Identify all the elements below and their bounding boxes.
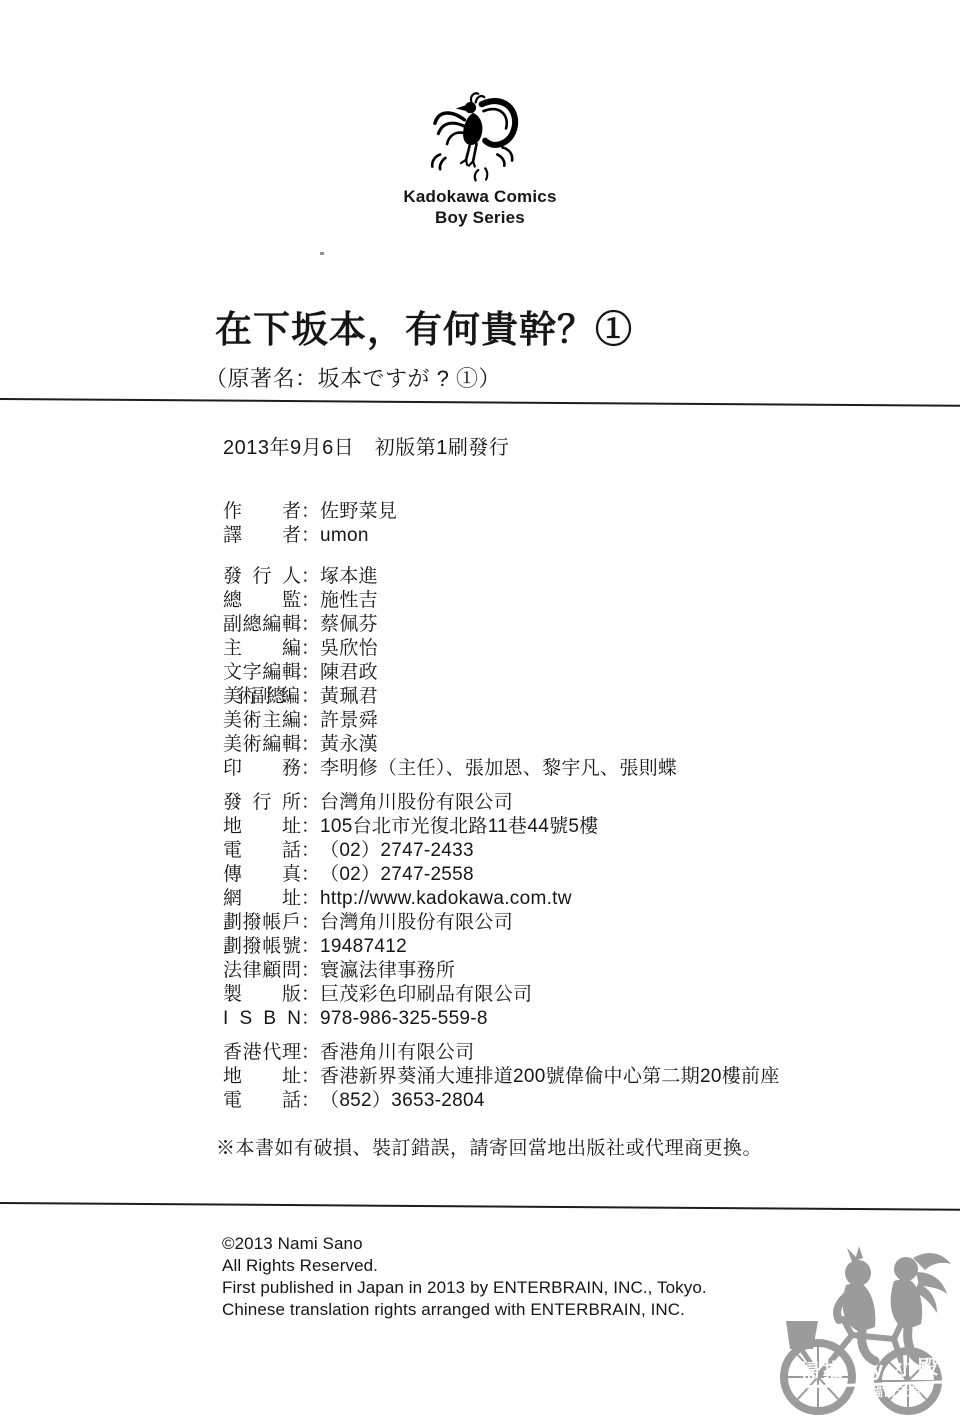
row-value: 台灣角川股份有限公司 <box>320 912 514 933</box>
row-label: 製 版 <box>223 984 301 1005</box>
row-value: 寰瀛法律事務所 <box>320 960 456 981</box>
row-label: 主 編 <box>223 638 301 659</box>
website-url: http://www.kadokawa.com.tw <box>320 888 572 909</box>
row-value: （852）3653-2804 <box>320 1090 485 1111</box>
colophon-row <box>223 589 677 613</box>
row-separator: ： <box>301 1042 321 1063</box>
row-separator: ： <box>301 758 321 779</box>
colophon-row <box>223 500 397 524</box>
original-title: （原著名：坂本ですが ? ①） <box>205 366 501 391</box>
colophon-row <box>223 839 599 863</box>
colophon-row <box>223 935 599 959</box>
row-separator: ： <box>301 888 321 909</box>
publisher-group <box>223 791 599 1031</box>
staff-group <box>223 565 677 781</box>
row-separator: ： <box>301 501 321 522</box>
colophon-row <box>223 565 677 589</box>
row-label: 地 址 <box>223 1066 301 1087</box>
row-label: 副總編輯 <box>223 614 301 635</box>
colophon-row <box>223 1041 780 1065</box>
row-value: 19487412 <box>320 936 407 957</box>
divider-top <box>0 398 960 407</box>
colophon-row <box>223 983 599 1007</box>
row-label: 香港代理 <box>223 1042 301 1063</box>
row-value: 陳君政 <box>320 662 378 683</box>
book-title: 在下坂本，有何貴幹？① <box>215 309 633 350</box>
row-value: 台灣角川股份有限公司 <box>320 792 514 813</box>
row-separator: ： <box>301 710 321 731</box>
series-name: Boy Series <box>435 208 525 227</box>
row-value: 蔡佩芬 <box>320 614 378 635</box>
phoenix-logo-icon <box>428 90 532 186</box>
row-label: 傳 真 <box>223 864 301 885</box>
row-separator: ： <box>301 816 321 837</box>
watermark-text: 掃描 By 小殿 <box>795 1350 945 1388</box>
row-label: 印 務 <box>223 758 301 779</box>
row-label: 地 址 <box>223 816 301 837</box>
colophon-row <box>223 661 677 685</box>
row-label: 美術主編 <box>223 710 301 731</box>
row-value: 105台北市光復北路11巷44號5樓 <box>320 816 599 837</box>
colophon-row <box>223 524 397 548</box>
row-separator: ： <box>301 984 321 1005</box>
colophon-row <box>223 709 677 733</box>
row-label: 電 話 <box>223 1090 301 1111</box>
row-label: 總 監 <box>223 590 301 611</box>
colophon-row <box>223 815 599 839</box>
colophon-row <box>223 685 677 709</box>
row-value: （02）2747-2433 <box>320 840 474 861</box>
row-separator: ： <box>301 686 321 707</box>
row-label: 文字編輯 <box>223 662 301 683</box>
row-value: 李明修（主任）、張加恩、黎宇凡、張則蝶 <box>320 758 678 779</box>
row-value: 香港角川有限公司 <box>320 1042 475 1063</box>
hk-agent-group <box>223 1041 780 1113</box>
colophon-row <box>223 1065 780 1089</box>
scan-speck <box>320 252 324 255</box>
row-separator: ： <box>301 1090 321 1111</box>
colophon-row <box>223 887 599 911</box>
edition-date: 2013年9月6日 初版第1刷發行 <box>223 437 510 459</box>
row-label: 作 者 <box>223 501 301 522</box>
row-value: 香港新界葵涌大連排道200號偉倫中心第二期20樓前座 <box>320 1066 780 1087</box>
row-separator: ： <box>301 638 321 659</box>
row-separator: ： <box>301 662 321 683</box>
row-label: 發行人 <box>223 566 301 587</box>
scanlation-watermark <box>770 1229 960 1419</box>
row-label: 法律顧問 <box>223 960 301 981</box>
copyright-block <box>222 1233 707 1321</box>
row-value: 吳欣怡 <box>320 638 378 659</box>
colophon-row <box>223 637 677 661</box>
divider-bottom <box>0 1202 960 1211</box>
row-label: 網 址 <box>223 888 301 909</box>
watermark-subtext: 明貓的天堂 <box>857 1383 924 1401</box>
colophon-row <box>223 1089 780 1113</box>
publisher-logo <box>0 90 960 228</box>
row-label: 發行所 <box>223 792 301 813</box>
row-separator: ： <box>301 936 321 957</box>
row-value: umon <box>320 525 369 546</box>
colophon-row <box>223 791 599 815</box>
row-value: 許景舜 <box>320 710 378 731</box>
row-separator: ： <box>301 960 321 981</box>
row-separator: ： <box>301 792 321 813</box>
row-label: I S B N <box>223 1008 301 1029</box>
title-block <box>205 299 633 393</box>
row-label: 譯 者 <box>223 525 301 546</box>
creators-group <box>223 500 397 548</box>
row-value: 巨茂彩色印刷品有限公司 <box>320 984 533 1005</box>
row-value: 黃永漢 <box>320 734 378 755</box>
colophon-row <box>223 863 599 887</box>
row-value: 佐野菜見 <box>320 501 398 522</box>
row-separator: ： <box>301 864 321 885</box>
row-label: 美術副總編 <box>223 686 296 707</box>
colophon-row <box>223 959 599 983</box>
return-notice: ※本書如有破損、裝訂錯誤，請寄回當地出版社或代理商更換。 <box>216 1138 763 1159</box>
colophon-row <box>223 613 677 637</box>
row-value: （02）2747-2558 <box>320 864 474 885</box>
row-label: 劃撥帳號 <box>223 936 301 957</box>
colophon-row <box>223 733 677 757</box>
row-separator: ： <box>301 525 321 546</box>
row-separator: ： <box>301 912 321 933</box>
brand-name: Kadokawa Comics <box>403 187 557 206</box>
colophon-row <box>223 757 677 781</box>
copyright-line: Chinese translation rights arranged with ENTERBRAIN, INC. <box>222 1300 685 1319</box>
row-separator: ： <box>301 590 321 611</box>
row-value: 黃珮君 <box>320 686 378 707</box>
row-label: 劃撥帳戶 <box>223 912 301 933</box>
row-label: 美術編輯 <box>223 734 301 755</box>
colophon-row <box>223 911 599 935</box>
row-separator: ： <box>301 840 321 861</box>
row-label: 電 話 <box>223 840 301 861</box>
isbn-value: 978-986-325-559-8 <box>320 1008 488 1029</box>
colophon-row <box>223 1007 599 1031</box>
row-separator: ： <box>301 614 321 635</box>
row-separator: ： <box>301 1066 321 1087</box>
row-separator: ： <box>301 566 321 587</box>
copyright-line: ©2013 Nami Sano <box>222 1234 363 1253</box>
row-separator: ： <box>301 1008 321 1029</box>
row-value: 塚本進 <box>320 566 378 587</box>
copyright-line: All Rights Reserved. <box>222 1256 379 1275</box>
copyright-line: First published in Japan in 2013 by ENTERBRAIN, INC., Tokyo. <box>222 1278 707 1297</box>
row-separator: ： <box>301 734 321 755</box>
row-value: 施性吉 <box>320 590 378 611</box>
